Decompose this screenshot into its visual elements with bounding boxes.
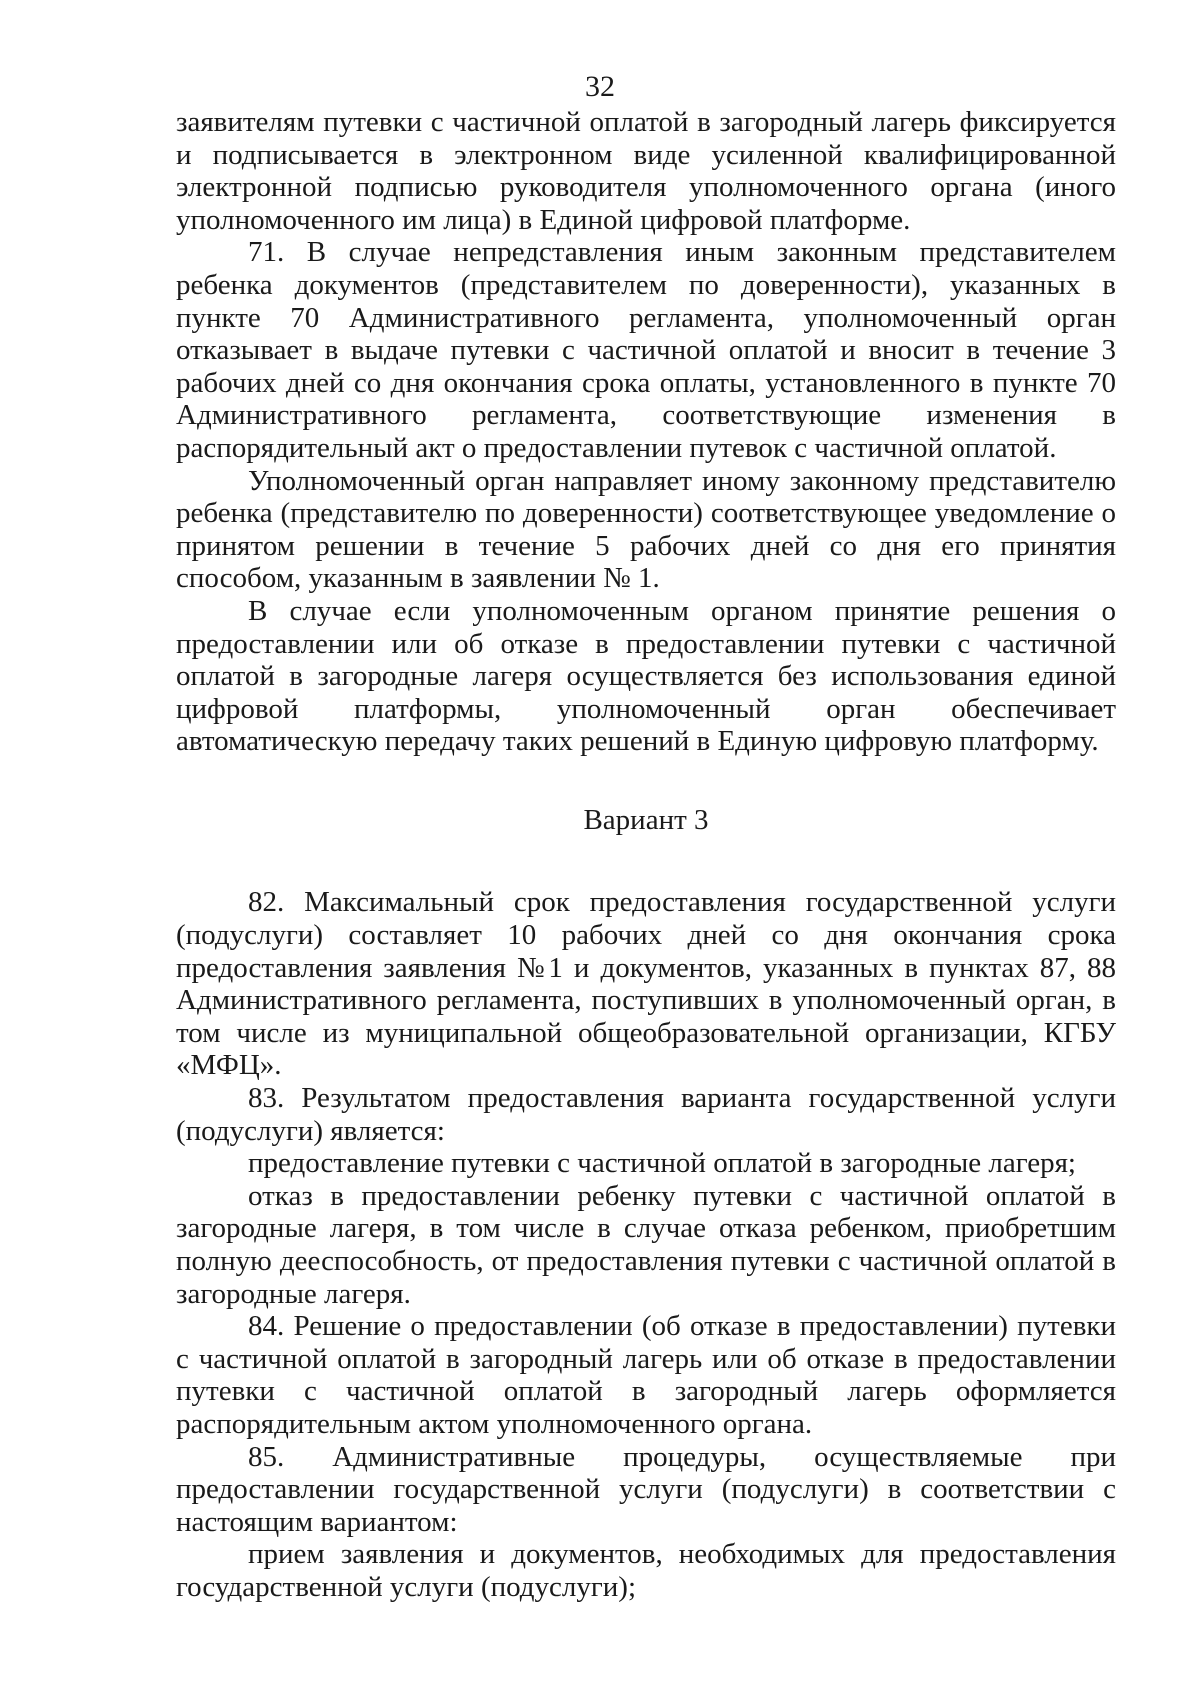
paragraph-83-item-2: отказ в предоставлении ребенку путевки с частичной оплатой в загородные лагеря, в том числе в случае отказа ребенком, приобретшим полную дееспособность, от предоставления путевки с частичной оплатой в загородные лагеря. xyxy=(176,1179,1116,1310)
page-number: 32 xyxy=(585,70,615,103)
paragraph-continuation: заявителям путевки с частичной оплатой в загородный лагерь фиксируется и подписывается в электронном виде усиленной квалифицированной электронной подписью руководителя уполномоченного органа (иного уполномоченного им лица) в Единой цифровой платформе. xyxy=(176,106,1116,236)
paragraph-83-item-1: предоставление путевки с частичной оплатой в загородные лагеря; xyxy=(248,1147,1076,1180)
section-heading-variant-3: Вариант 3 xyxy=(583,803,709,836)
paragraph-notification: Уполномоченный орган направляет иному законному представителю ребенка (представителю по доверенности) соответствующее уведомление о принятом решении в течение 5 рабочих дней со дня его принятия способом, указанным в заявлении № 1. xyxy=(176,464,1116,595)
paragraph-82: 82. Максимальный срок предоставления государственной услуги (подуслуги) составляет 10 рабочих дней со дня окончания срока предоставления заявления №1 и документов, указанных в пунктах 87, 88 Административного регламента, поступивших в уполномоченный орган, в том числе из муниципальной общеобразовательной организации, КГБУ «МФЦ». xyxy=(176,886,1116,1082)
paragraph-85: 85. Административные процедуры, осуществляемые при предоставлении государственной услуги (подуслуги) в соответствии с настоящим вариантом: xyxy=(176,1440,1116,1538)
document-body xyxy=(176,106,1116,1604)
paragraph-83: 83. Результатом предоставления варианта государственной услуги (подуслуги) является: xyxy=(176,1082,1116,1147)
paragraph-85-item-1: прием заявления и документов, необходимых для предоставления государственной услуги (подуслуги); xyxy=(176,1538,1116,1603)
paragraph-71: 71. В случае непредставления иным законным представителем ребенка документов (представителем по доверенности), указанных в пункте 70 Административного регламента, уполномоченный орган отказывает в выдаче путевки с частичной оплатой и вносит в течение 3 рабочих дней со дня окончания срока оплаты, установленного в пункте 70 Административного регламента, соответствующие изменения в распорядительный акт о предоставлении путевок с частичной оплатой. xyxy=(176,236,1116,464)
paragraph-84: 84. Решение о предоставлении (об отказе в предоставлении) путевки с частичной оплатой в загородный лагерь или об отказе в предоставлении путевки с частичной оплатой в загородный лагерь оформляется распорядительным актом уполномоченного органа. xyxy=(176,1310,1116,1440)
paragraph-digital-platform: В случае если уполномоченным органом принятие решения о предоставлении или об отказе в предоставлении путевки с частичной оплатой в загородные лагеря осуществляется без использования единой цифровой платформы, уполномоченный орган обеспечивает автоматическую передачу таких решений в Единую цифровую платформу. xyxy=(176,594,1116,758)
